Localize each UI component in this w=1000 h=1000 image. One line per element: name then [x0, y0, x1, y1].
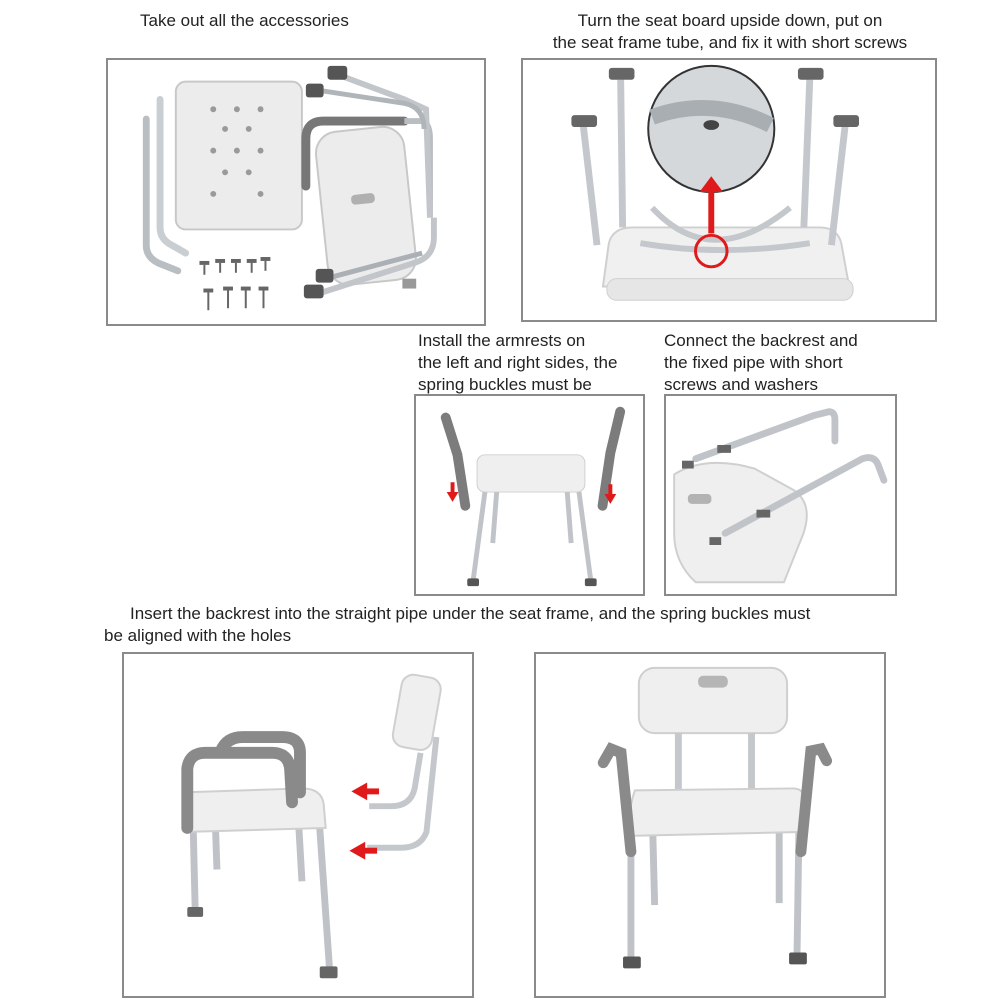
seat-board: [176, 82, 302, 230]
chair-seat: [477, 455, 585, 492]
backrest-panel: [664, 394, 897, 596]
side-backrest-pipe-1: [369, 753, 420, 806]
step5-caption: Insert the backrest into the straight pipe under the seat frame, and the spring buckles must be aligned with the holes: [104, 604, 811, 645]
final-armrest-right: [801, 749, 827, 852]
pipe-upper: [696, 412, 835, 459]
backrest-panel: [314, 125, 418, 287]
final-armrest-left: [603, 749, 631, 852]
step3-caption: Install the armrests on the left and right sides, the spring buckles must be: [418, 331, 618, 394]
insert-backrest-illustration: [124, 654, 472, 996]
seat-frame-illustration: [523, 60, 935, 320]
backrest-illustration: [666, 396, 895, 594]
step2-caption: Turn the seat board upside down, put on the seat frame tube, and fix it with short screws: [552, 11, 908, 52]
armrests-panel: [414, 394, 645, 596]
insert-arrows: [349, 782, 379, 859]
insert-backrest-panel: [122, 652, 474, 998]
accessories-illustration: [108, 60, 484, 324]
armrests-illustration: [416, 396, 643, 594]
assembled-chair-illustration: [536, 654, 884, 996]
screws: [199, 257, 270, 310]
step4-caption: Connect the backrest and the fixed pipe with short screws and washers: [664, 331, 858, 394]
final-seat: [630, 788, 805, 835]
assembled-chair-panel: [534, 652, 886, 998]
seat-frame-panel: [521, 58, 937, 322]
accessories-panel: [106, 58, 486, 326]
step1-caption: Take out all the accessories: [140, 11, 349, 30]
